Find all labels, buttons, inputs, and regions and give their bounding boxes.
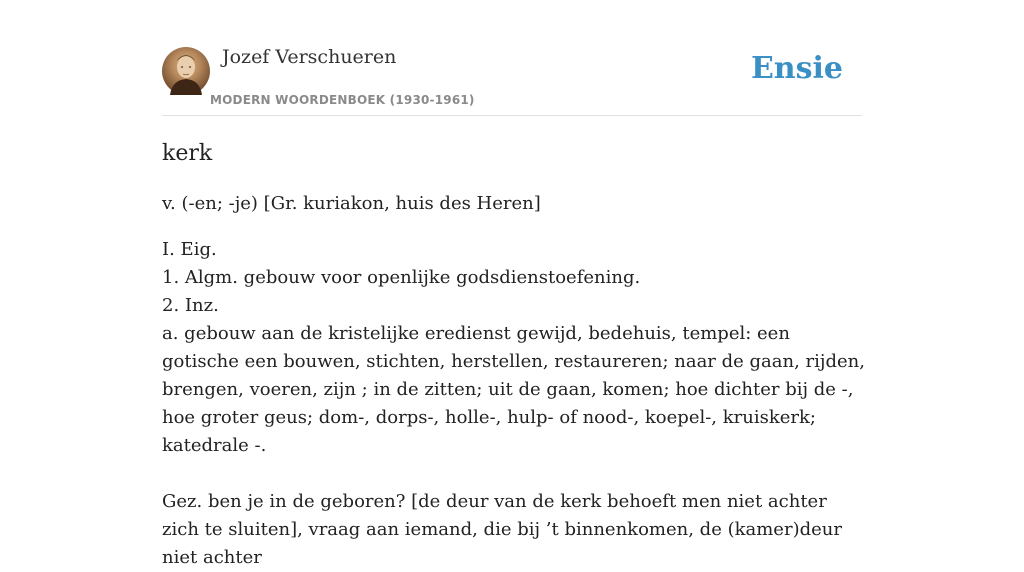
source-label[interactable]: MODERN WOORDENBOEK (1930-1961) — [210, 93, 475, 107]
sense-2: 2. Inz. — [162, 295, 219, 316]
sense-1: 1. Algm. gebouw voor openlijke godsdienstoefening. — [162, 267, 641, 288]
sense-heading: I. Eig. — [162, 239, 217, 260]
entry-grammar: v. (-en; -je) [Gr. kuriakon, huis des Heren] — [162, 193, 541, 214]
brand-logo[interactable]: Ensie — [750, 51, 843, 86]
author-avatar[interactable] — [162, 47, 210, 95]
entry-content — [162, 138, 866, 572]
definition-a: a. gebouw aan de kristelijke eredienst gewijd, bedehuis, tempel: een gotische een bouwen, stichten, herstellen, restaureren; naar de gaan, rijden, brengen, voeren, zijn ; in de zitten; uit de gaan, komen; hoe dichter bij de -, hoe groter geus; dom-, dorps-, holle-, hulp- of nood-, koepel-, kruiskerk; katedrale -. — [162, 323, 865, 456]
header — [162, 44, 862, 116]
portrait-image — [162, 47, 210, 95]
paragraph-gap — [162, 460, 866, 488]
example-text: Gez. ben je in de geboren? [de deur van de kerk behoeft men niet achter zich te sluiten], vraag aan iemand, die bij ’t binnenkomen, de (kamer)deur niet achter — [162, 491, 842, 568]
author-name[interactable]: Jozef Verschueren — [222, 46, 397, 68]
entry-term: kerk — [162, 141, 213, 166]
